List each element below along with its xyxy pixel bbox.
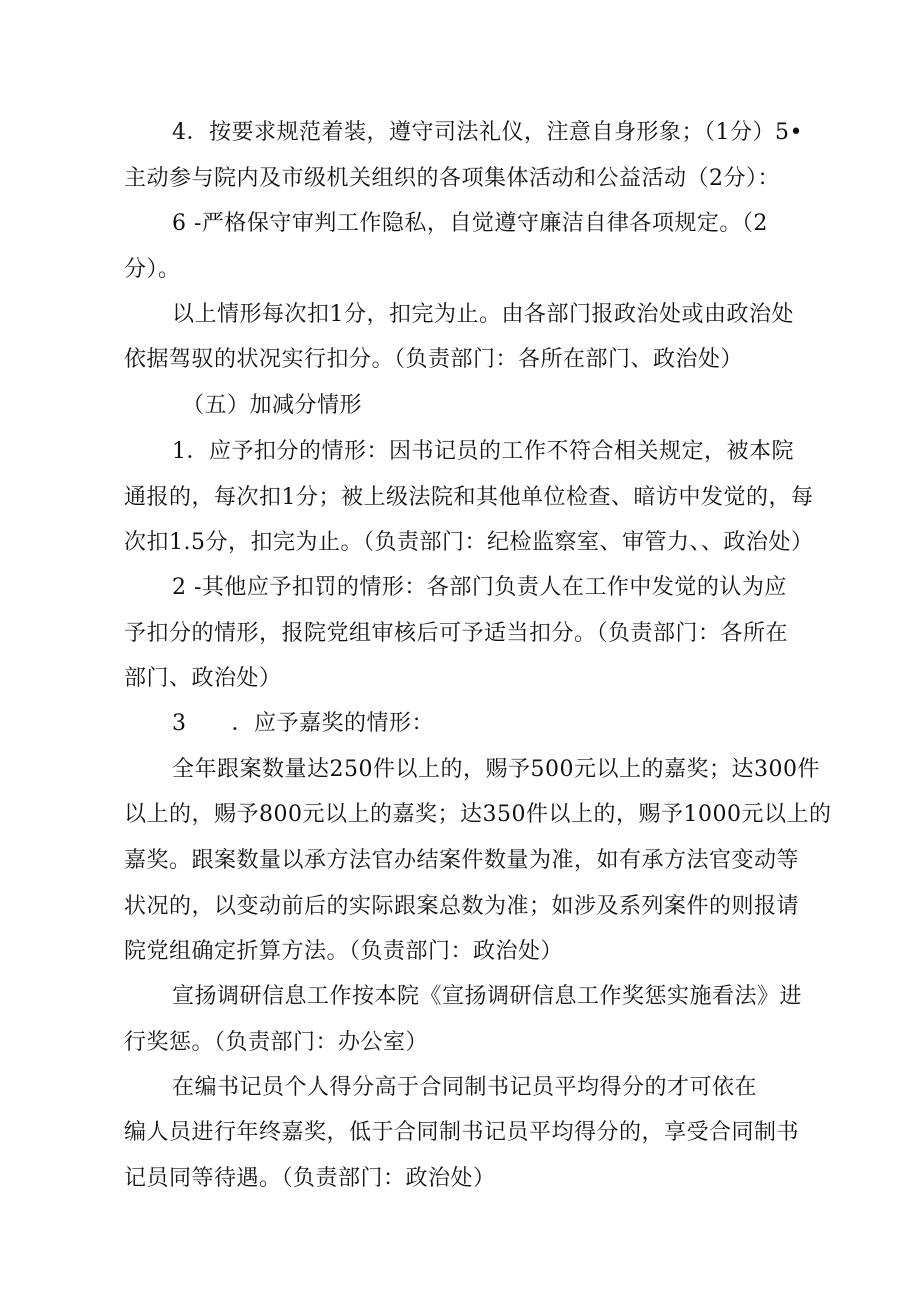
text-line: 4．按要求规范着装，遵守司法礼仪，注意自身形象；（1分）5• bbox=[172, 120, 803, 145]
text-line: 次扣1.5分，扣完为止。（负责部门：纪检监察室、审管力、、政治处） bbox=[124, 530, 814, 555]
text-line: 编人员进行年终嘉奖，低于合同制书记员平均得分的，享受合同制书 bbox=[124, 1120, 800, 1145]
text-line: 以上情形每次扣1分，扣完为止。由各部门报政治处或由政治处 bbox=[172, 302, 794, 327]
text-line: 宣扬调研信息工作按本院《宣扬调研信息工作奖惩实施看法》进 bbox=[172, 984, 803, 1009]
text-line: 状况的，以变动前后的实际跟案总数为准；如涉及系列案件的则报请 bbox=[124, 894, 800, 919]
section-heading: （五）加减分情形 bbox=[182, 393, 363, 418]
text-line: 在编书记员个人得分高于合同制书记员平均得分的才可依在 bbox=[172, 1075, 758, 1100]
text-line: 1．应予扣分的情形：因书记员的工作不符合相关规定，被本院 bbox=[172, 439, 794, 464]
text-line: 6 -严格保守审判工作隐私，自觉遵守廉洁自律各项规定。（2 bbox=[172, 211, 768, 236]
text-line: 2 -其他应予扣罚的情形：各部门负责人在工作中发觉的认为应 bbox=[172, 575, 787, 600]
text-line: 部门、政治处） bbox=[124, 666, 282, 691]
text-line: 院党组确定折算方法。（负责部门：政治处） bbox=[124, 939, 564, 964]
text-line: 嘉奖。跟案数量以承方法官办结案件数量为准，如有承方法官变动等 bbox=[124, 848, 800, 873]
text-line: 3 ．应予嘉奖的情形： bbox=[172, 711, 434, 736]
text-line: 全年跟案数量达250件以上的，赐予500元以上的嘉奖；达300件 bbox=[172, 757, 820, 782]
text-line: 予扣分的情形，报院党组审核后可予适当扣分。（负责部门：各所在 bbox=[124, 621, 789, 646]
text-line: 以上的，赐予800元以上的嘉奖；达350件以上的，赐予1000元以上的 bbox=[124, 802, 832, 827]
text-line: 主动参与院内及市级机关组织的各项集体活动和公益活动（2分）： bbox=[124, 166, 780, 191]
text-line: 记员同等待遇。（负责部门：政治处） bbox=[124, 1166, 496, 1191]
text-line: 通报的，每次扣1分；被上级法院和其他单位检查、暗访中发觉的，每 bbox=[124, 485, 814, 510]
text-line: 分）。 bbox=[124, 257, 181, 282]
text-line: 依据驾驭的状况实行扣分。（负责部门：各所在部门、政治处） bbox=[124, 347, 744, 372]
text-line: 行奖惩。（负责部门：办公室） bbox=[124, 1030, 429, 1055]
